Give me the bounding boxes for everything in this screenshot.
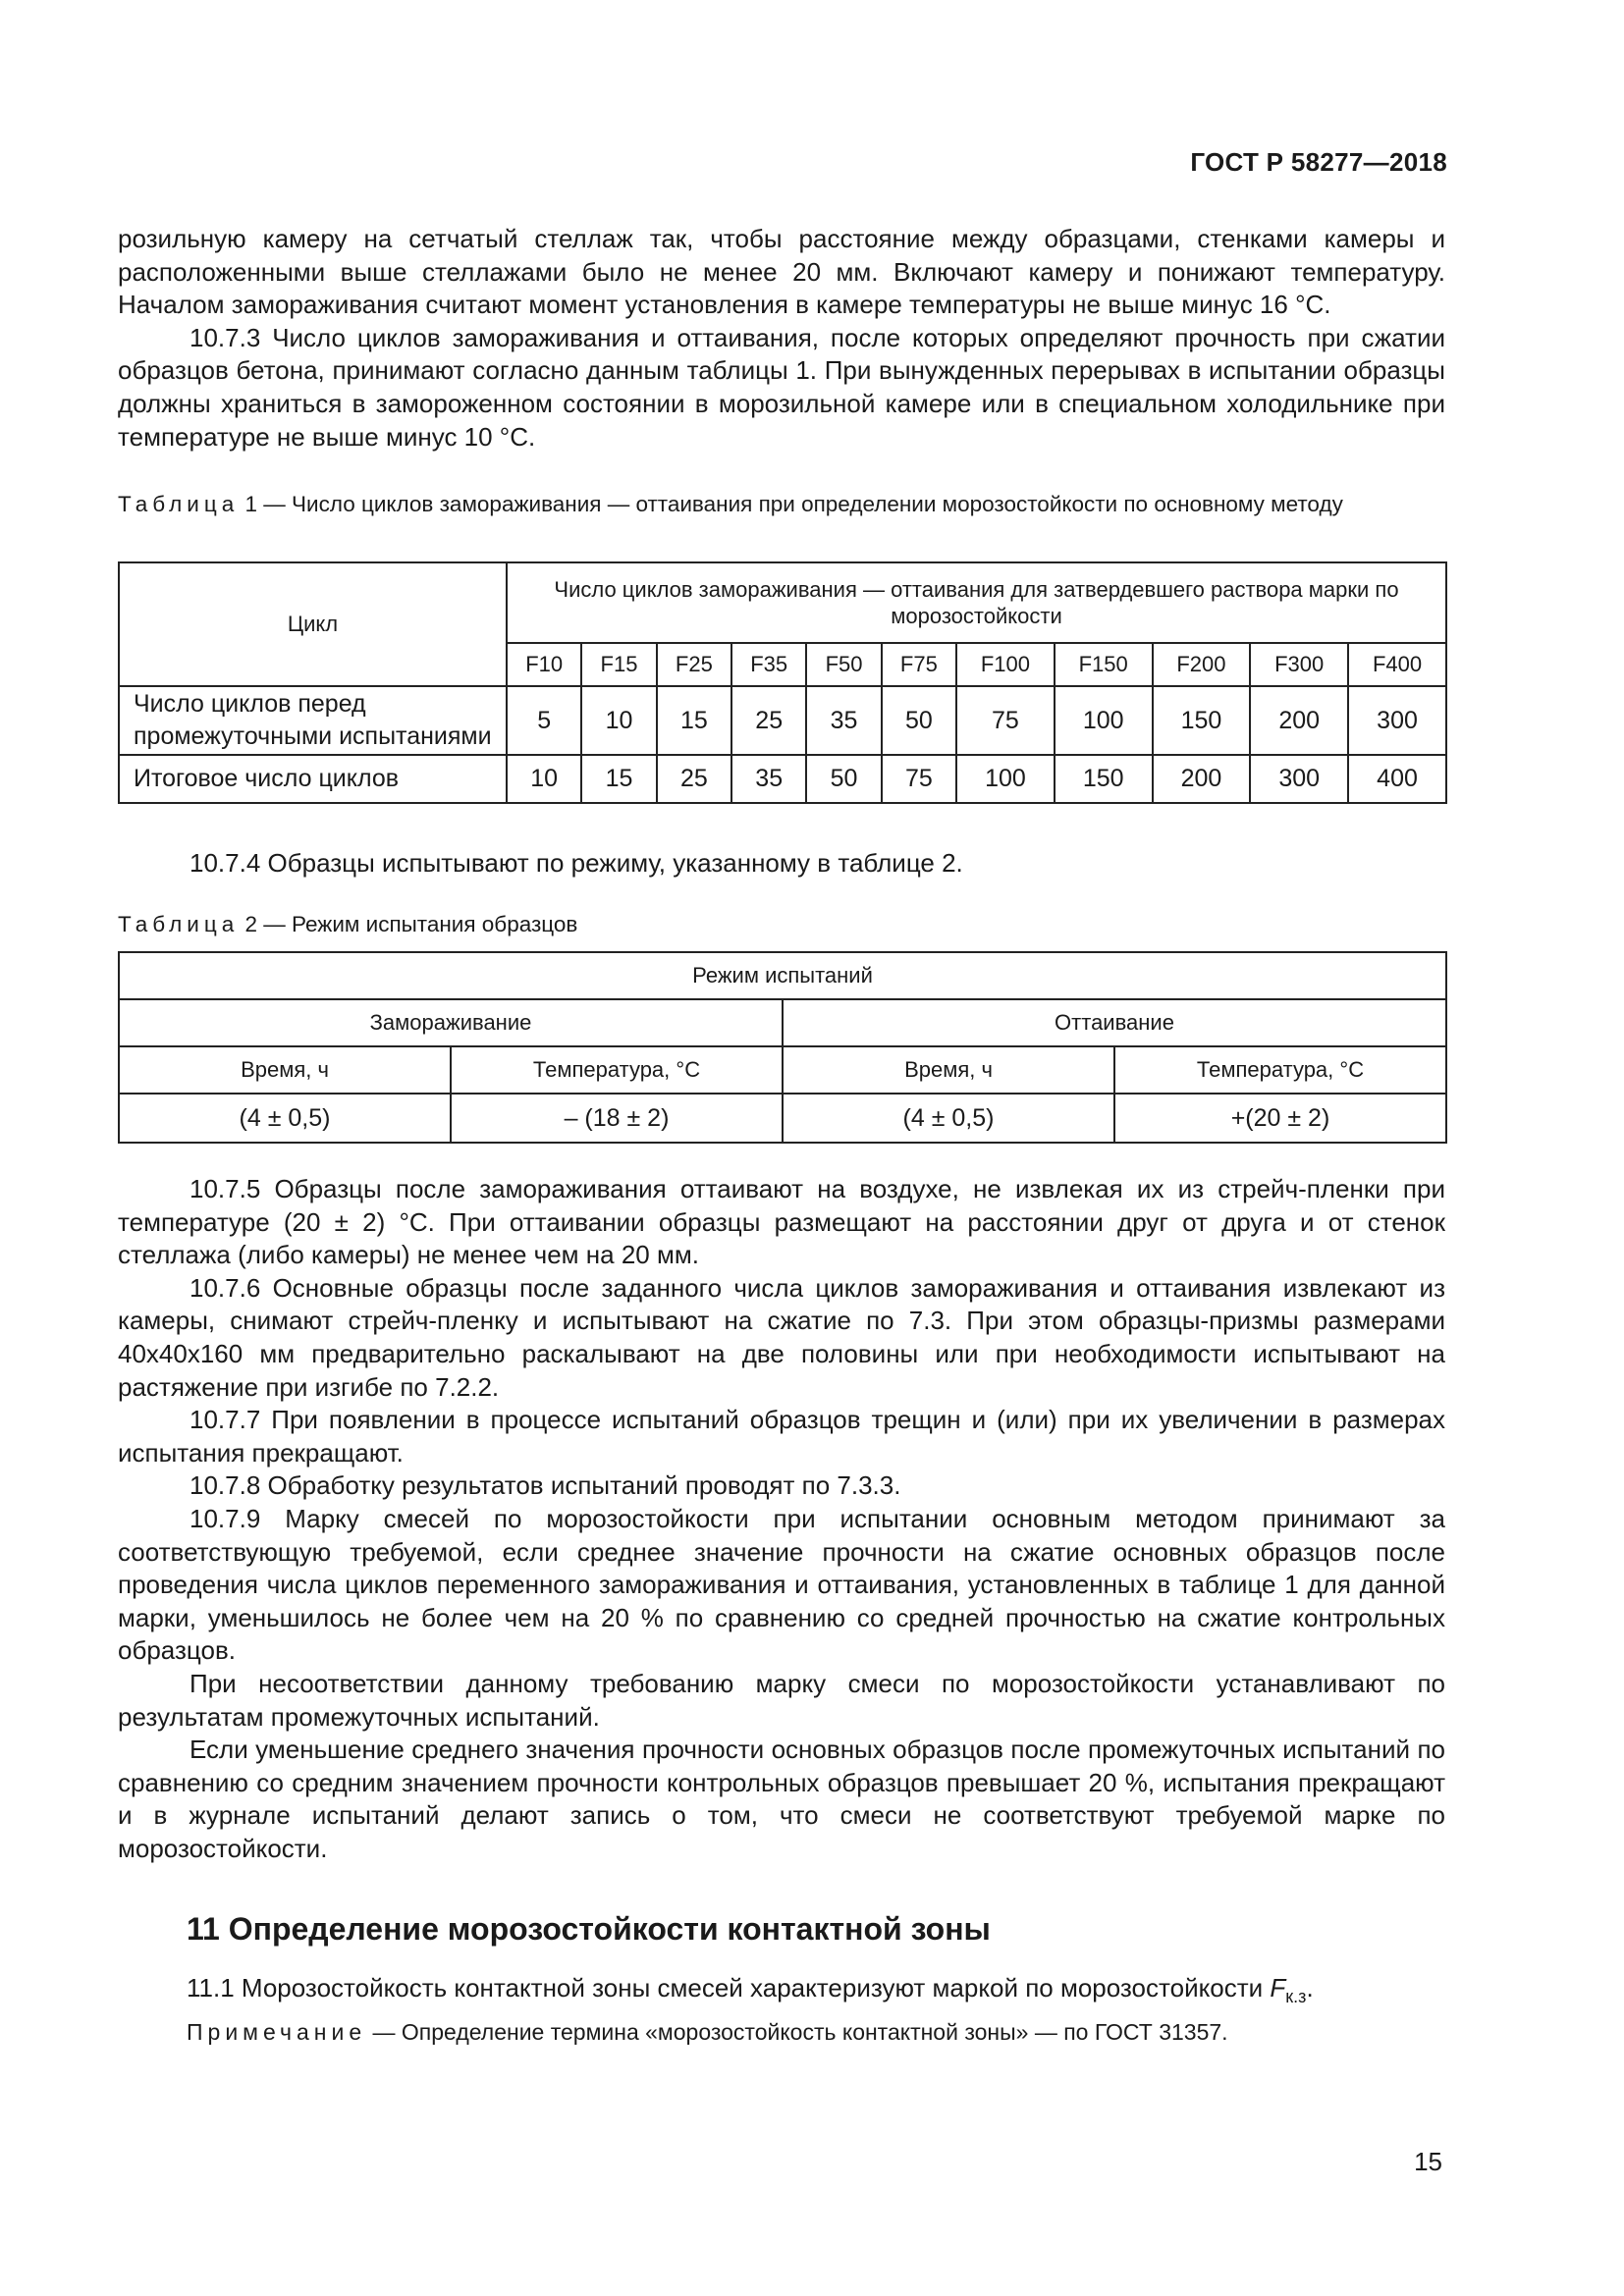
- table1-cell: 5: [507, 686, 581, 755]
- caption-text: 1 — Число циклов замораживания — оттаивания при определении морозостойкости по основному методу: [239, 492, 1343, 516]
- table1-cell: 100: [1055, 686, 1153, 755]
- table1-grade-header: F35: [731, 643, 806, 686]
- symbol-subscript: к.з: [1285, 1987, 1307, 2007]
- paragraph-10-7-4: 10.7.4 Образцы испытывают по режиму, указанному в таблице 2.: [189, 848, 963, 878]
- table1-cell: 15: [657, 686, 731, 755]
- paragraph-10-7-8: 10.7.8 Обработку результатов испытаний проводят по 7.3.3.: [189, 1470, 901, 1501]
- table1-col-header: Цикл: [119, 562, 507, 686]
- table2-cell: +(20 ± 2): [1114, 1094, 1446, 1143]
- table1-cell: 25: [657, 755, 731, 803]
- table2-cell: – (18 ± 2): [451, 1094, 783, 1143]
- period: .: [1306, 1973, 1314, 2002]
- note-text: — Определение термина «морозостойкость контактной зоны» — по ГОСТ 31357.: [366, 2019, 1228, 2045]
- symbol-F: F: [1270, 1973, 1286, 2002]
- table1-cell: 150: [1055, 755, 1153, 803]
- paragraph-11-1: [187, 1973, 1314, 2007]
- text-10-7-4: [118, 847, 1445, 881]
- paragraph-10-7-9: 10.7.9 Марку смесей по морозостойкости при испытании основным методом принимают за соответствующую требуемой, если среднее значение прочности на сжатие основных образцов после проведения числа циклов переменного замораживания и оттаивания, установленных в таблице 1 для данной марки, уменьшилось не более чем на 20 % по сравнению со средней прочностью на сжатие контрольных образцов.: [118, 1503, 1445, 1666]
- paragraph-continuation: розильную камеру на сетчатый стеллаж так, чтобы расстояние между образцами, стенками камеры и расположенными выше стеллажами было не менее 20 мм. Включают камеру и понижают температуру. Началом замораживания считают момент установления в камере температуры не выше минус 16 °С.: [118, 224, 1445, 320]
- table1-cell: 50: [882, 686, 956, 755]
- table1-cell: 150: [1153, 686, 1251, 755]
- table1-cell: 35: [806, 686, 881, 755]
- table1-cell: 300: [1348, 686, 1446, 755]
- paragraph-nonconformity: При несоответствии данному требованию марку смеси по морозостойкости устанавливают по результатам промежуточных испытаний.: [118, 1668, 1445, 1732]
- table1-row-label: Число циклов перед промежуточными испытаниями: [119, 686, 507, 755]
- table-2: [118, 951, 1447, 1144]
- table1-cell: 400: [1348, 755, 1446, 803]
- caption-label: Таблица: [118, 492, 240, 516]
- paragraph-10-7-7: 10.7.7 При появлении в процессе испытаний образцов трещин и (или) при их увеличении в размерах испытания прекращают.: [118, 1405, 1445, 1468]
- table1-cell: 35: [731, 755, 806, 803]
- table2-temp-header: Температура, °С: [451, 1046, 783, 1094]
- paragraph-10-7-6: 10.7.6 Основные образцы после заданного числа циклов замораживания и оттаивания извлекают из камеры, снимают стрейч-пленку и испытывают на сжатие по 7.3. При этом образцы-призмы размерами 40х40х160 мм предварительно раскалывают на две половины или при необходимости испытывают на растяжение при изгибе по 7.2.2.: [118, 1272, 1445, 1402]
- table1-grade-header: F100: [956, 643, 1055, 686]
- table1-cell: 15: [581, 755, 656, 803]
- table2-cell: (4 ± 0,5): [119, 1094, 451, 1143]
- paragraph-10-7-3: 10.7.3 Число циклов замораживания и оттаивания, после которых определяют прочность при сжатии образцов бетона, принимают согласно данным таблицы 1. При вынужденных перерывах в испытании образцы должны храниться в замороженном состоянии в морозильной камере или в специальном холодильнике при температуре не выше минус 10 °С.: [118, 322, 1445, 452]
- table1-caption: [118, 490, 1445, 519]
- table1-grade-header: F400: [1348, 643, 1446, 686]
- table1-cell: 75: [956, 686, 1055, 755]
- table1-grade-header: F200: [1153, 643, 1251, 686]
- table1-grade-header: F75: [882, 643, 956, 686]
- table2-thaw-header: Оттаивание: [783, 999, 1446, 1046]
- table2-cell: (4 ± 0,5): [783, 1094, 1114, 1143]
- caption-text: 2 — Режим испытания образцов: [239, 912, 578, 936]
- table1-row-label: Итоговое число циклов: [119, 755, 507, 803]
- table1-group-header: Число циклов замораживания — оттаивания для затвердевшего раствора марки по морозостойкости: [507, 562, 1446, 643]
- table1-cell: 200: [1153, 755, 1251, 803]
- table2-caption: [118, 910, 1445, 939]
- note-label: Примечание: [187, 2019, 367, 2045]
- table2-temp-header: Температура, °С: [1114, 1046, 1446, 1094]
- table2-title: Режим испытаний: [119, 952, 1446, 999]
- note: [187, 2019, 1228, 2046]
- section-11-heading: 11 Определение морозостойкости контактной зоны: [187, 1911, 991, 1947]
- table1-cell: 100: [956, 755, 1055, 803]
- table1-cell: 25: [731, 686, 806, 755]
- document-header: ГОСТ Р 58277—2018: [1190, 147, 1447, 177]
- table2-time-header: Время, ч: [783, 1046, 1114, 1094]
- table1-grade-header: F50: [806, 643, 881, 686]
- caption-label: Таблица: [118, 912, 240, 936]
- table1-grade-header: F25: [657, 643, 731, 686]
- text-block-bottom: [118, 1173, 1445, 1865]
- table1-grade-header: F300: [1250, 643, 1348, 686]
- text-block-top: [118, 223, 1445, 454]
- paragraph-11-1-text: 11.1 Морозостойкость контактной зоны смесей характеризуют маркой по морозостойкости: [187, 1973, 1271, 2002]
- page-number: 15: [1414, 2147, 1442, 2176]
- table1-grade-header: F15: [581, 643, 656, 686]
- table1-grade-header: F150: [1055, 643, 1153, 686]
- table1-grade-header: F10: [507, 643, 581, 686]
- table-1: [118, 561, 1447, 804]
- table2-time-header: Время, ч: [119, 1046, 451, 1094]
- table1-cell: 10: [507, 755, 581, 803]
- table1-cell: 50: [806, 755, 881, 803]
- paragraph-10-7-5: 10.7.5 Образцы после замораживания оттаивают на воздухе, не извлекая их из стрейч-пленки при температуре (20 ± 2) °С. При оттаивании образцы размещают на расстоянии друг от друга и от стенок стеллажа (либо камеры) не менее чем на 20 мм.: [118, 1174, 1445, 1270]
- table1-cell: 75: [882, 755, 956, 803]
- table1-cell: 10: [581, 686, 656, 755]
- table1-cell: 300: [1250, 755, 1348, 803]
- paragraph-strength-drop: Если уменьшение среднего значения прочности основных образцов после промежуточных испытаний по сравнению со средним значением прочности контрольных образцов превышает 20 %, испытания прекращают и в журнале испытаний делают запись о том, что смеси не соответствуют требуемой марке по морозостойкости.: [118, 1735, 1445, 1863]
- table1-cell: 200: [1250, 686, 1348, 755]
- table2-freeze-header: Замораживание: [119, 999, 783, 1046]
